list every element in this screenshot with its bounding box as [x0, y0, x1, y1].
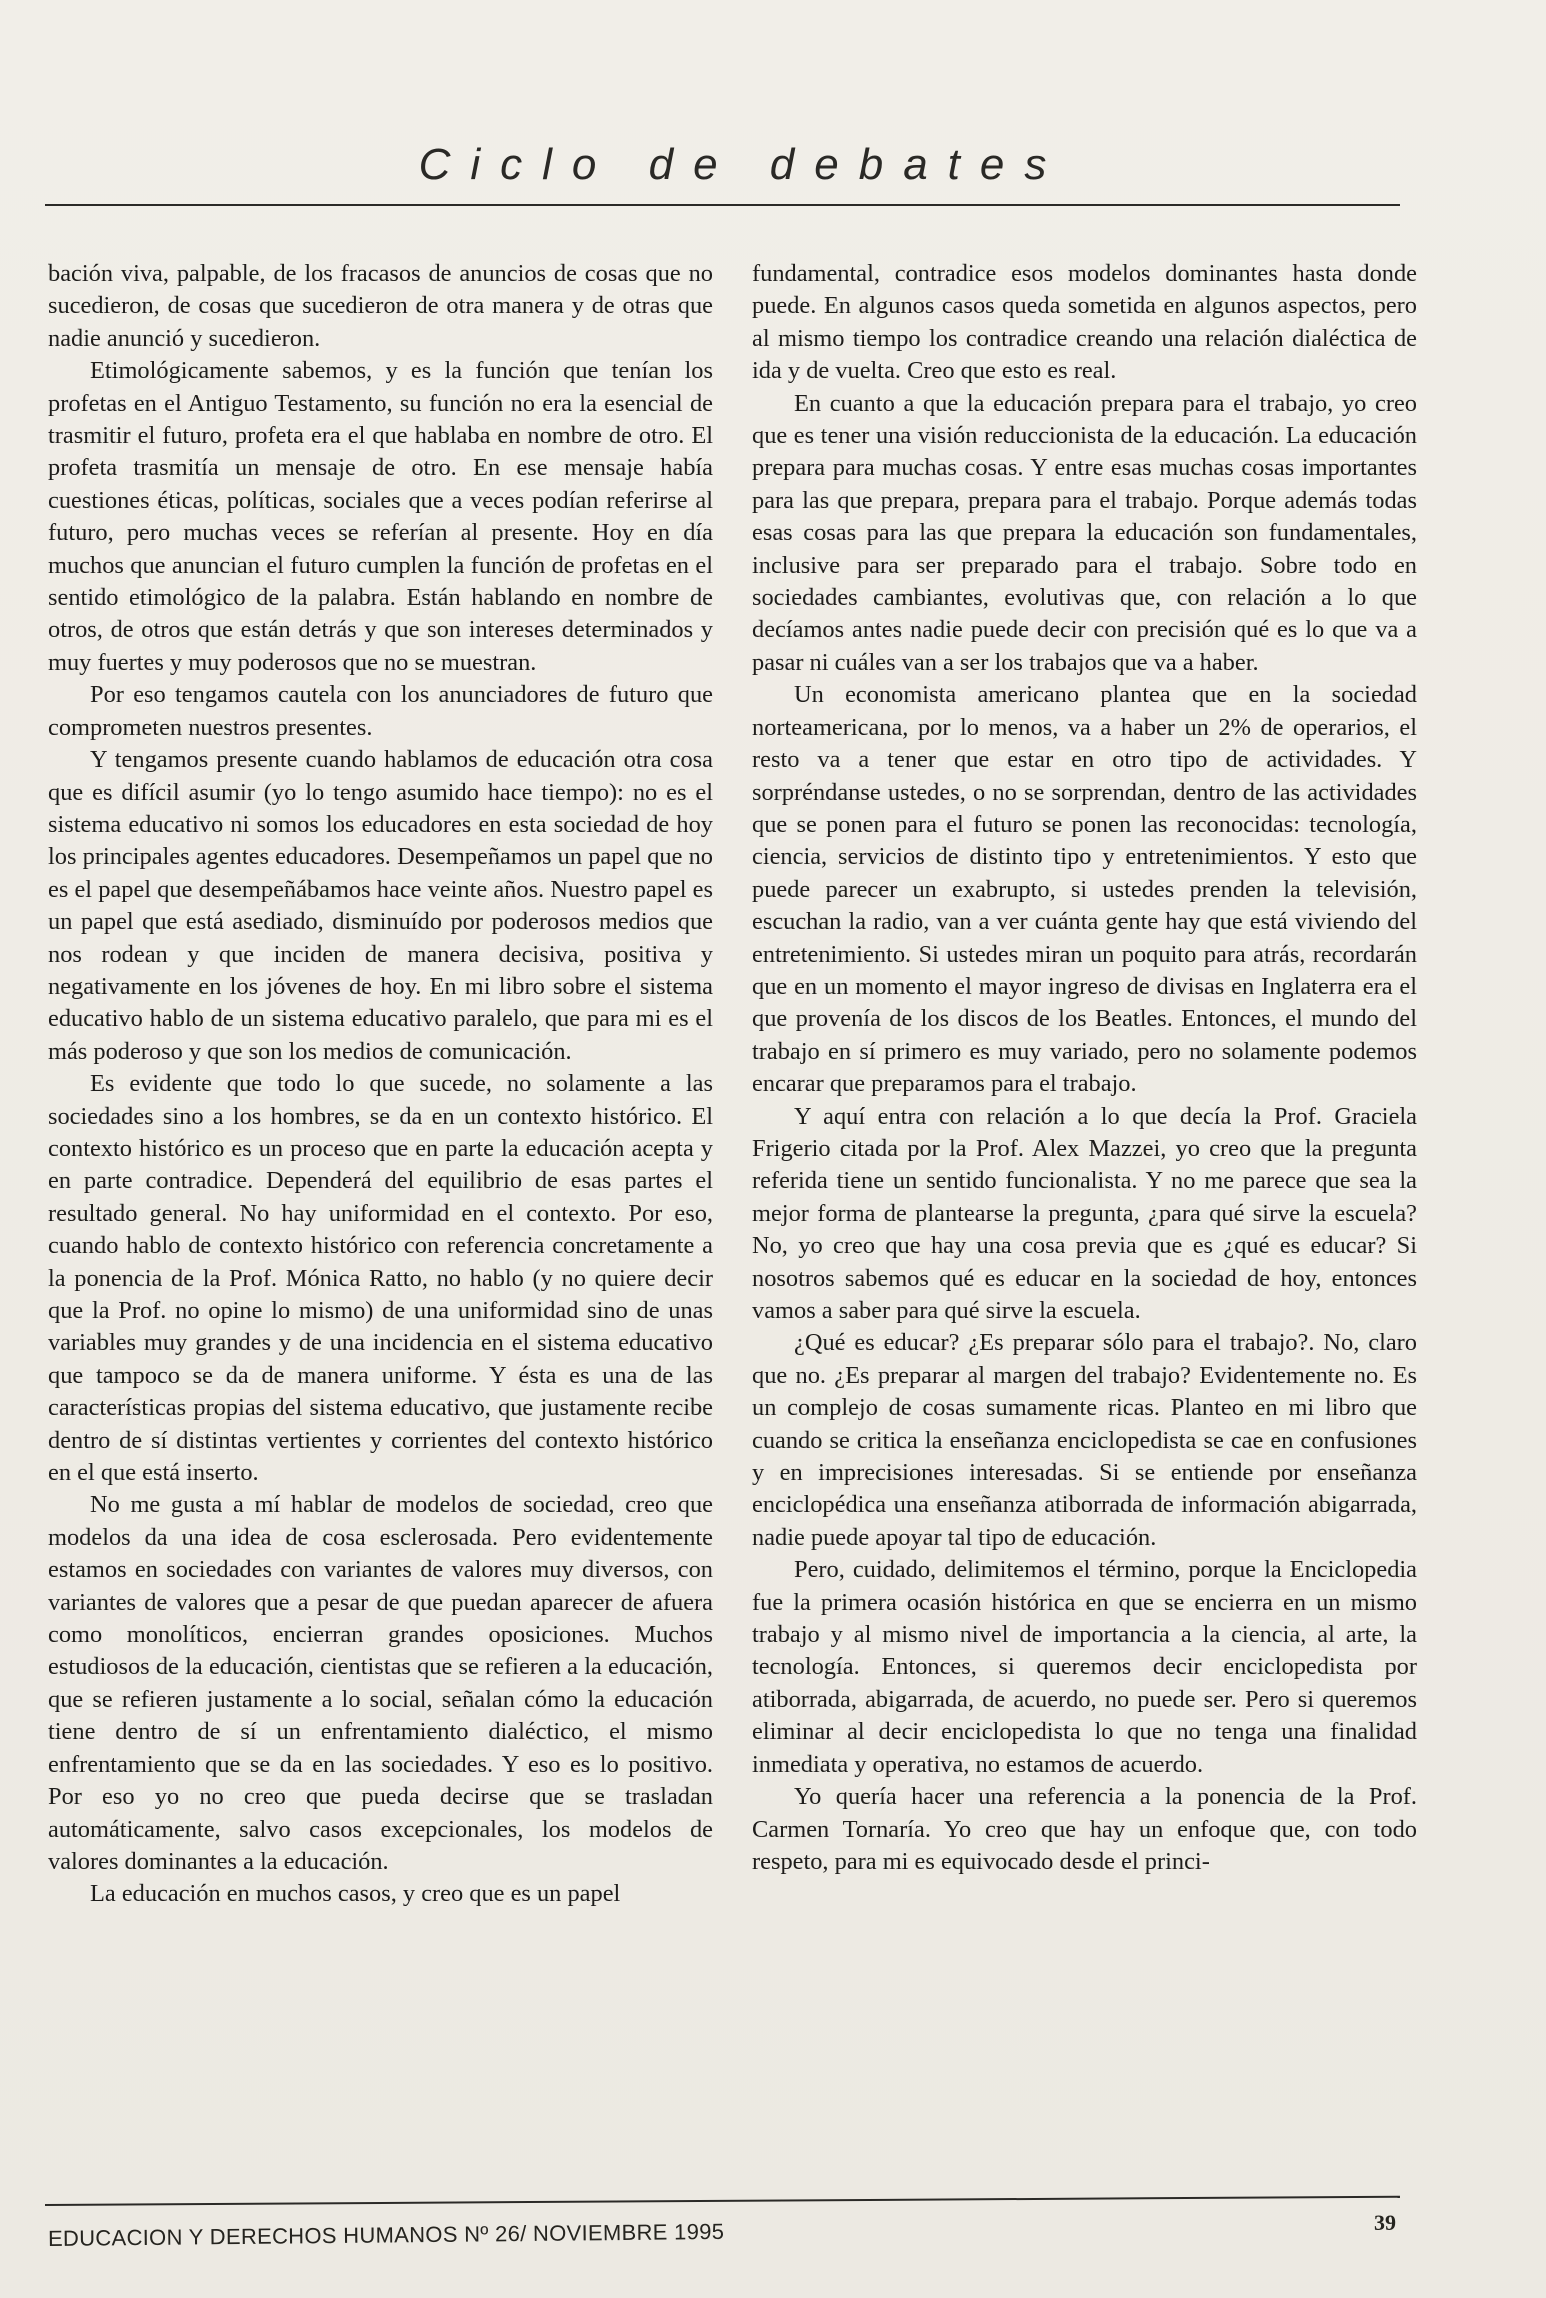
paragraph: bación viva, palpable, de los fracasos de anuncios de cosas que no sucedieron, de cosas que sucedieron de otra manera y de otras que nadie anunció y sucedieron.: [48, 260, 713, 352]
paragraph: Etimológicamente sabemos, y es la función que tenían los profetas en el Antiguo Testamento, su función no era la esencial de trasmitir el futuro, profeta era el que hablaba en nombre de otro. El profeta trasmitía un mensaje de otro. En ese mensaje había cuestiones éticas, políticas, sociales que a veces podían referirse al futuro, pero muchas veces se referían al presente. Hoy en día muchos que anuncian el futuro cumplen la función de profetas en el sentido etimológico de la palabra. Están hablando en nombre de otros, de otros que están detrás y que son intereses determinados y muy fuertes y muy poderosos que no se muestran.: [48, 357, 713, 676]
running-header: [45, 140, 1400, 190]
paragraph: ¿Qué es educar? ¿Es preparar sólo para el trabajo?. No, claro que no. ¿Es preparar al margen del trabajo? Evidentemente no. Es un complejo de cosas sumamente ricas. Planteo en mi libro que cuando se critica la enseñanza enciclopedista se cae en confusiones y en imprecisiones interesadas. Si se entiende por enseñanza enciclopédica una enseñanza atiborrada de información abigarrada, nadie puede apoyar tal tipo de educación.: [752, 1329, 1417, 1551]
paragraph: Yo quería hacer una referencia a la ponencia de la Prof. Carmen Tornaría. Yo creo que hay un enfoque que, con todo respeto, para mi es equivocado desde el princi-: [752, 1783, 1417, 1875]
paragraph: Es evidente que todo lo que sucede, no solamente a las sociedades sino a los hombres, se da en un contexto histórico. El contexto histórico es un proceso que en parte la educación acepta y en parte contradice. Dependerá del equilibrio de esas partes el resultado general. No hay uniformidad en el contexto. Por eso, cuando hablo de contexto histórico con referencia concretamente a la ponencia de la Prof. Mónica Ratto, no hablo (y no quiere decir que la Prof. no opine lo mismo) de una uniformidad sino de unas variables muy grandes y de una incidencia en el sistema educativo que tampoco se da de manera uniforme. Y ésta es una de las características propias del sistema educativo, que justamente recibe dentro de sí distintas vertientes y corrientes del contexto histórico en el que está inserto.: [48, 1070, 713, 1487]
header-rule: [45, 204, 1400, 206]
text-column-left: [48, 258, 713, 1911]
paragraph: Por eso tengamos cautela con los anunciadores de futuro que comprometen nuestros presentes.: [48, 681, 713, 741]
paragraph: La educación en muchos casos, y creo que es un papel: [90, 1880, 621, 1908]
footer-rule: [45, 2196, 1400, 2206]
paragraph: Un economista americano plantea que en la sociedad norteamericana, por lo menos, va a haber un 2% de operarios, el resto va a tener que estar en otro tipo de actividades. Y sorpréndanse ustedes, o no se sorprendan, dentro de las actividades que se ponen para el futuro se ponen las reconocidas: tecnología, ciencia, servicios de distinto tipo y entretenimientos. Y esto que puede parecer un exabrupto, si ustedes prenden la televisión, escuchan la radio, van a ver cuánta gente hay que está viviendo del entretenimiento. Si ustedes miran un poquito para atrás, recordarán que en un momento el mayor ingreso de divisas en Inglaterra era el que provenía de los discos de los Beatles. Entonces, el mundo del trabajo en sí primero es muy variado, pero no solamente podemos encarar que preparamos para el trabajo.: [752, 681, 1417, 1098]
paragraph: Pero, cuidado, delimitemos el término, porque la Enciclopedia fue la primera ocasión histórica en que se encierra en un mismo trabajo y al mismo nivel de importancia a la ciencia, al arte, la tecnología. Entonces, si queremos decir enciclopedista por atiborrada, abigarrada, de acuerdo, no puede ser. Pero si queremos eliminar al decir enciclopedista lo que no tenga una finalidad inmediata y operativa, no estamos de acuerdo.: [752, 1556, 1417, 1778]
paragraph: fundamental, contradice esos modelos dominantes hasta donde puede. En algunos casos queda sometida en algunos aspectos, pero al mismo tiempo los contradice creando una relación dialéctica de ida y de vuelta. Creo que esto es real.: [752, 260, 1417, 385]
header-title: Ciclo de debates: [418, 140, 1067, 189]
paragraph: No me gusta a mí hablar de modelos de sociedad, creo que modelos da una idea de cosa esclerosada. Pero evidentemente estamos en sociedades con variantes de valores muy diversos, con variantes de valores que a pesar de que puedan aparecer de afuera como monolíticos, encierran grandes oposiciones. Muchos estudiosos de la educación, cientistas que se refieren a la educación, que se refieren justamente a lo social, señalan cómo la educación tiene dentro de sí un enfrentamiento dialéctico, el mismo enfrentamiento que se da en las sociedades. Y eso es lo positivo. Por eso yo no creo que pueda decirse que se trasladan automáticamente, salvo casos excepcionales, los modelos de valores dominantes a la educación.: [48, 1491, 713, 1875]
page-number: 39: [1374, 2210, 1396, 2235]
footer-publication: EDUCACION Y DERECHOS HUMANOS Nº 26/ NOVIEMBRE 1995: [47, 2218, 725, 2251]
paragraph: Y tengamos presente cuando hablamos de educación otra cosa que es difícil asumir (yo lo tengo asumido hace tiempo): no es el sistema educativo ni somos los educadores en esta sociedad de hoy los principales agentes educadores. Desempeñamos un papel que no es el papel que desempeñábamos hace veinte años. Nuestro papel es un papel que está asediado, disminuído por poderosos medios que nos rodean y que inciden de manera decisiva, positiva y negativamente en los jóvenes de hoy. En mi libro sobre el sistema educativo hablo de un sistema educativo paralelo, que para mi es el más poderoso y que son los medios de comunicación.: [48, 746, 713, 1065]
text-column-right: [752, 258, 1417, 1878]
paragraph: En cuanto a que la educación prepara para el trabajo, yo creo que es tener una visión reduccionista de la educación. La educación prepara para muchas cosas. Y entre esas muchas cosas importantes para las que prepara, prepara para el trabajo. Porque además todas esas cosas para las que prepara la educación son fundamentales, inclusive para ser preparado para el trabajo. Sobre todo en sociedades cambiantes, evolutivas que, con relación a lo que decíamos antes nadie puede decir con precisión qué es lo que va a pasar ni cuáles van a ser los trabajos que va a haber.: [752, 389, 1417, 676]
paragraph: Y aquí entra con relación a lo que decía la Prof. Graciela Frigerio citada por la Prof. Alex Mazzei, yo creo que la pregunta referida tiene un sentido funcionalista. Y no me parece que sea la mejor forma de plantearse la pregunta, ¿para qué sirve la escuela? No, yo creo que hay una cosa previa que es ¿qué es educar? Si nosotros sabemos qué es educar en la sociedad de hoy, entonces vamos a saber para qué sirve la escuela.: [752, 1102, 1417, 1324]
